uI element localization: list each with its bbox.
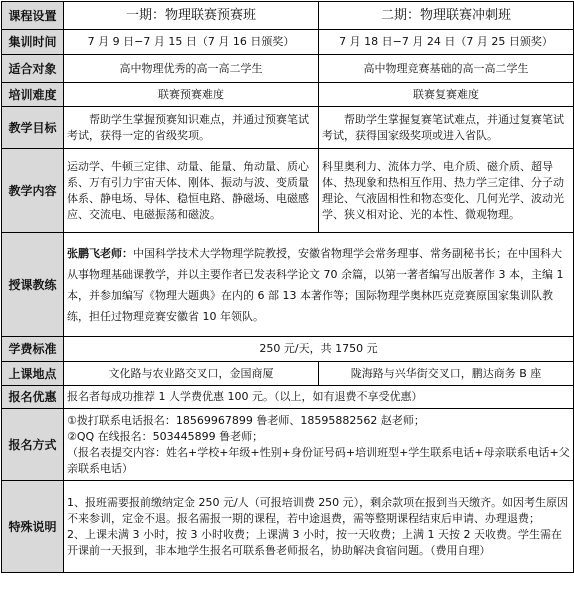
schedule-row (2, 30, 574, 55)
discount-row (2, 386, 574, 409)
difficulty-course2: 联赛复赛难度 (319, 83, 574, 107)
audience-course2: 高中物理竞赛基础的高一高二学生 (319, 55, 574, 83)
notes-line-2: 2、上课未满 3 小时，按 3 小时收费；上课满 3 小时，按一天收费；上满 1 天按 2 天收费。学生需在开课前一天报到，非本地学生报名可联系鲁老师报名，协助解决食宿问题。（费用自理） (67, 527, 562, 557)
signup-row (2, 409, 574, 481)
notes-info (64, 481, 574, 573)
fee-value: 250 元/天，共 1750 元 (64, 337, 574, 362)
audience-label: 适合对象 (2, 55, 64, 83)
course-info-table (1, 1, 574, 573)
audience-course1: 高中物理优秀的高一高二学生 (64, 55, 319, 83)
schedule-course2: 7 月 18 日−7 月 24 日（7 月 25 日颁奖） (319, 30, 574, 55)
teacher-bio: 中国科学技术大学物理学院教授，安徽省物理学会常务理事、常务副秘书长；在中国科大从事物理基础课教学，并以主要作者已发表科学论文 70 余篇，以第一著者编写出版著作 3 本，主编 1 本，并参加编写《物理大题典》在内的 6 部 13 本著作等；国际物理学奥林匹克竞赛原国家集训队教练，担任过物理竞赛安徽省 10 年领队。 (67, 246, 564, 323)
difficulty-row (2, 83, 574, 107)
difficulty-course1: 联赛预赛难度 (64, 83, 319, 107)
content-course2: 科里奥利力、流体力学、电介质、磁介质、超导体、热现象和热相互作用、热力学三定律、分子动理论、气液固相性和物态变化、几何光学、波动光学、狭义相对论、光的本性、微观物理。 (319, 149, 574, 233)
venue-row (2, 362, 574, 386)
goals-label: 教学目标 (2, 107, 64, 149)
fee-label: 学费标准 (2, 337, 64, 362)
schedule-course1: 7 月 9 日−7 月 15 日（7 月 16 日颁奖） (64, 30, 319, 55)
teacher-row (2, 233, 574, 337)
goals-course1: 帮助学生掌握预赛知识难点，并通过预赛笔试考试，获得一定的省级奖项。 (64, 107, 319, 149)
signup-info (64, 409, 574, 481)
signup-label: 报名方式 (2, 409, 64, 481)
venue-course1: 文化路与农业路交叉口，金国商厦 (64, 362, 319, 386)
goals-course2: 帮助学生掌握复赛笔试难点，并通过复赛笔试考试，获得国家级奖项或进入省队。 (319, 107, 574, 149)
difficulty-label: 培训难度 (2, 83, 64, 107)
teacher-label: 授课教练 (2, 233, 64, 337)
discount-label: 报名优惠 (2, 386, 64, 409)
course2-title: 二期：物理联赛冲刺班 (319, 2, 574, 30)
header-label: 课程设置 (2, 2, 64, 30)
content-label: 教学内容 (2, 149, 64, 233)
schedule-label: 集训时间 (2, 30, 64, 55)
header-row (2, 2, 574, 30)
fee-row (2, 337, 574, 362)
audience-row (2, 55, 574, 83)
content-course1: 运动学、牛顿三定律、动量、能量、角动量、质心系、万有引力宇宙天体、刚体、振动与波、变质量体系、静电场、导体、稳恒电路、静磁场、电磁感应、交流电、电磁振荡和磁波。 (64, 149, 319, 233)
discount-value: 报名者每成功推荐 1 人学费优惠 100 元。（以上，如有退费不享受优惠） (64, 386, 574, 409)
signup-phone-line: ①拨打联系电话报名：18569967899 鲁老师、18595882562 赵老师； (67, 413, 425, 427)
signup-form-line: （报名表提交内容：姓名+学校+年级+性别+身份证号码+培训班型+学生联系电话+母亲联系电话+父亲联系电话） (67, 445, 570, 475)
teacher-info (64, 233, 574, 337)
venue-label: 上课地点 (2, 362, 64, 386)
notes-row (2, 481, 574, 573)
course1-title: 一期：物理联赛预赛班 (64, 2, 319, 30)
signup-qq-line: ②QQ 在线报名：503445899 鲁老师； (67, 429, 264, 443)
venue-course2: 陇海路与兴华街交叉口，鹏达商务 B 座 (319, 362, 574, 386)
notes-label: 特殊说明 (2, 481, 64, 573)
notes-line-1: 1、报班需要报前缴纳定金 250 元/人（可报培训费 250 元），剩余款项在报到当天缴齐。如因考生原因不来参训，定金不退。报名需报一期的课程，若中途退费，需等整期课程结束后申请、办理退费； (67, 495, 569, 525)
teacher-name: 张鹏飞老师： (67, 246, 133, 260)
content-row (2, 149, 574, 233)
goals-row (2, 107, 574, 149)
